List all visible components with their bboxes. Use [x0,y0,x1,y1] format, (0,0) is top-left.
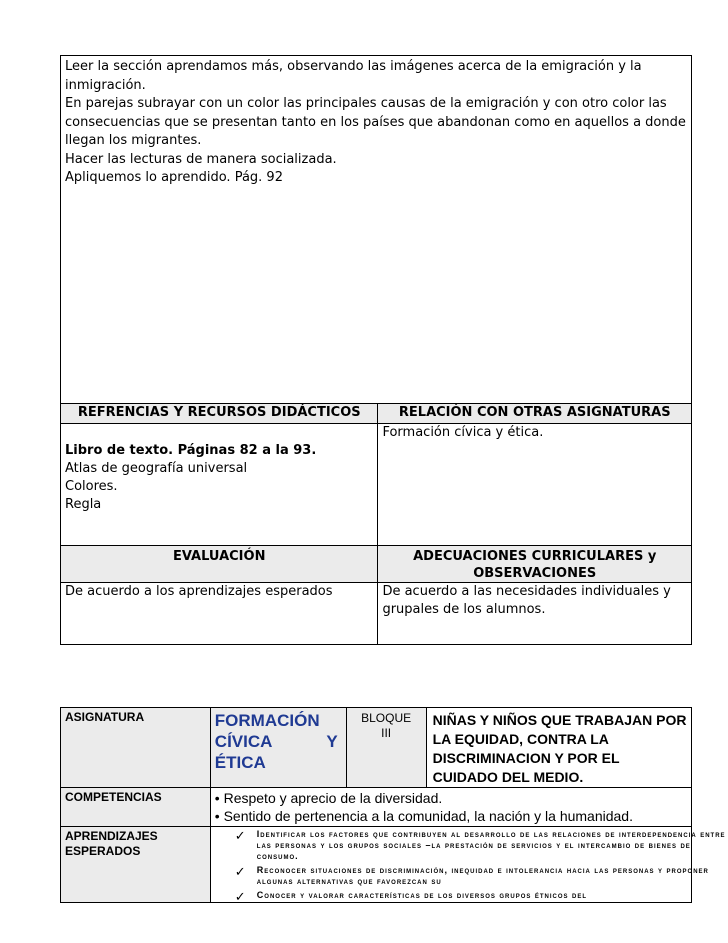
activity-line: inmigración. [65,77,146,93]
references-header: REFRENCIAS Y RECURSOS DIDÁCTICOS [61,404,378,424]
adaptations-text: De acuerdo a las necesidades individuales y grupales de los alumnos. [382,584,671,617]
adaptations-cell [378,583,692,645]
subject-line: FORMACIÓN [214,711,320,730]
activity-line: llegan los migrantes. [65,133,202,148]
textbook-reference: Libro de texto. Páginas 82 a la 93. [65,443,317,458]
learning-text: Conocer y valorar características de los diversos grupos étnicos del [256,890,588,900]
relation-text: Formación cívica y ética. [382,425,544,440]
check-icon: ✓ [234,864,247,879]
bloque-value: III [381,726,392,740]
resource-item: Atlas de geografía universal [65,461,248,476]
subject-table [60,707,726,904]
learning-item [215,829,727,862]
evaluation-cell [61,583,378,645]
competencia-item: • Respeto y aprecio de la diversidad. [214,790,443,806]
competencia-item: • Sentido de pertenencia a la comunidad, la nación y la humanidad. [214,808,633,824]
adaptations-header-line: OBSERVACIONES [473,566,597,581]
block-title: NIÑAS Y NIÑOS QUE TRABAJAN POR LA EQUIDAD, CONTRA LA DISCRIMINACION Y POR EL CUIDADO DEL MEDIO. [426,708,691,788]
asignatura-label: ASIGNATURA [61,708,211,788]
bloque-label: BLOQUE [361,711,412,725]
bloque-cell [346,708,426,788]
competencias-label: COMPETENCIAS [61,788,211,827]
activity-line: Apliquemos lo aprendido. Pág. 92 [65,170,283,185]
relation-cell [378,424,692,546]
resource-item: Colores. [65,479,118,494]
learning-item [215,889,727,904]
planning-table [60,55,692,645]
aprendizajes-cell [210,827,726,904]
references-cell [61,424,378,546]
aprendizajes-label: APRENDIZAJES ESPERADOS [61,827,211,903]
subject-line: ÉTICA [214,753,266,772]
subject-line: Y [326,732,338,751]
activity-line: consecuencias que se presentan tanto en los países que abandonan como en aquellos a donde [65,114,686,130]
activities-cell [61,56,692,404]
relation-header: RELACIÓN CON OTRAS ASIGNATURAS [378,404,692,424]
learning-text: Reconocer situaciones de discriminación, inequidad e intolerancia hacia las personas y proponer algunas alternativas que favorezcan su [256,865,709,886]
activity-line: Hacer las lecturas de manera socializada. [65,151,337,167]
subject-name [210,708,346,788]
activity-line: Leer la sección aprendamos más, observando las imágenes acerca de la emigración y la [65,59,642,74]
subject-line: CÍVICA [214,732,273,751]
adaptations-header [378,546,692,583]
learning-item [215,865,727,887]
activity-line: En parejas subrayar con un color las principales causas de la emigración y con otro color las [65,96,667,111]
resource-item: Regla [65,497,102,512]
competencias-cell [210,788,691,827]
learning-text: Identificar los factores que contribuyen al desarrollo de las relaciones de interdependencia entre las personas y los grupos sociales –la prestación de servicios y el intercambio de bienes de consumo. [256,829,726,861]
check-icon: ✓ [234,889,247,904]
adaptations-header-line: ADECUACIONES CURRICULARES y [413,549,657,564]
check-icon: ✓ [234,828,247,843]
evaluation-text: De acuerdo a los aprendizajes esperados [65,584,333,599]
evaluation-header: EVALUACIÓN [61,546,378,583]
